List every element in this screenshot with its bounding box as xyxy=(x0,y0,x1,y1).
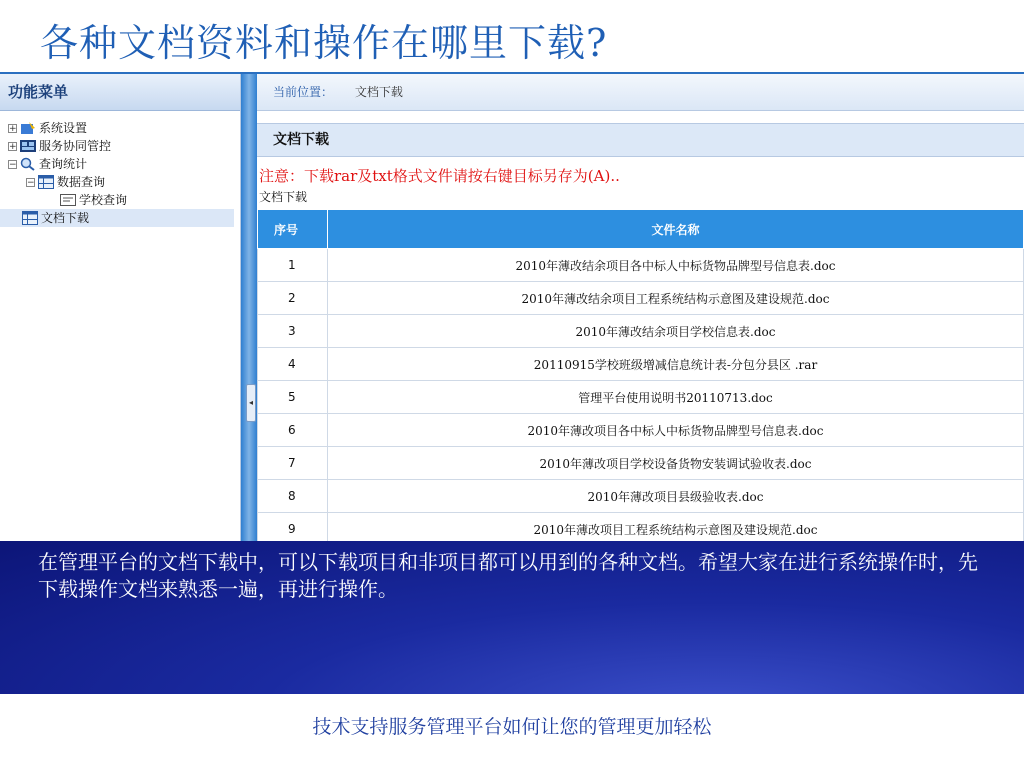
slide-title: 各种文档资料和操作在哪里下载? xyxy=(40,21,608,65)
file-rows xyxy=(258,249,1024,546)
table-row xyxy=(258,447,1024,480)
form-icon xyxy=(60,193,76,207)
breadcrumb xyxy=(257,74,1024,111)
section-title: 文档下载 xyxy=(257,123,1024,157)
tree-item-service-control[interactable] xyxy=(0,137,240,155)
tree-item-label: 系统设置 xyxy=(39,121,88,135)
breadcrumb-label: 当前位置： xyxy=(273,85,334,99)
file-download-link[interactable]: 2010年薄改项目工程系统结构示意图及建设规范.doc xyxy=(328,513,1024,546)
main-content xyxy=(257,74,1024,546)
tree-item-label: 数据查询 xyxy=(57,175,106,189)
file-download-link[interactable]: 2010年薄改项目学校设备货物安装调试验收表.doc xyxy=(328,447,1024,480)
expand-icon[interactable]: + xyxy=(9,123,17,134)
expand-icon[interactable]: + xyxy=(9,141,17,152)
sidebar xyxy=(0,74,241,546)
table-row xyxy=(258,249,1024,282)
table-header-row xyxy=(258,210,1024,249)
table-row xyxy=(258,282,1024,315)
settings-icon xyxy=(20,121,36,135)
tree-item-doc-download[interactable] xyxy=(0,209,234,227)
row-seq: 5 xyxy=(258,381,328,414)
file-table xyxy=(257,209,1024,546)
row-seq: 9 xyxy=(258,513,328,546)
tree-item-label: 文档下载 xyxy=(41,211,90,225)
slide-footer: 技术支持服务管理平台如何让您的管理更加轻松 xyxy=(312,716,712,738)
tree-item-query-stats[interactable] xyxy=(0,155,240,173)
caption-box xyxy=(0,541,1024,694)
row-seq: 3 xyxy=(258,315,328,348)
menu-tree xyxy=(0,111,240,227)
row-seq: 6 xyxy=(258,414,328,447)
row-seq: 1 xyxy=(258,249,328,282)
file-download-link[interactable]: 2010年薄改项目县级验收表.doc xyxy=(328,480,1024,513)
file-download-link[interactable]: 管理平台使用说明书20110713.doc xyxy=(328,381,1024,414)
row-seq: 2 xyxy=(258,282,328,315)
caption-text: 在管理平台的文档下载中，可以下载项目和非项目都可以用到的各种文档。希望大家在进行系统操作时，先下载操作文档来熟悉一遍，再进行操作。 xyxy=(38,550,978,601)
table-row xyxy=(258,480,1024,513)
breadcrumb-current: 文档下载 xyxy=(354,85,403,99)
app-screenshot xyxy=(0,72,1024,546)
table-subheading: 文档下载 xyxy=(259,190,308,204)
service-icon xyxy=(20,139,36,153)
file-download-link[interactable]: 20110915学校班级增减信息统计表-分包分县区 .rar xyxy=(328,348,1024,381)
tree-item-school-query[interactable] xyxy=(0,191,240,209)
panel-splitter[interactable] xyxy=(241,74,257,546)
table-row xyxy=(258,414,1024,447)
row-seq: 4 xyxy=(258,348,328,381)
tree-item-label: 查询统计 xyxy=(39,157,88,171)
file-download-link[interactable]: 2010年薄改结余项目各中标人中标货物品牌型号信息表.doc xyxy=(328,249,1024,282)
tree-item-label: 学校查询 xyxy=(79,193,128,207)
tree-item-data-query[interactable] xyxy=(0,173,240,191)
file-download-link[interactable]: 2010年薄改结余项目学校信息表.doc xyxy=(328,315,1024,348)
table-row xyxy=(258,381,1024,414)
collapse-icon[interactable]: − xyxy=(9,159,17,170)
table-icon xyxy=(22,211,38,225)
download-notice: 注意：下载rar及txt格式文件请按右键目标另存为(A).. xyxy=(259,167,620,185)
collapse-sidebar-handle[interactable]: ◂ xyxy=(246,384,256,422)
column-header-filename: 文件名称 xyxy=(328,210,1024,249)
collapse-icon[interactable]: − xyxy=(27,177,35,188)
row-seq: 8 xyxy=(258,480,328,513)
table-row xyxy=(258,315,1024,348)
tree-item-label: 服务协同管控 xyxy=(39,139,112,153)
column-header-seq: 序号 xyxy=(258,210,328,249)
file-download-link[interactable]: 2010年薄改项目各中标人中标货物品牌型号信息表.doc xyxy=(328,414,1024,447)
search-icon xyxy=(20,157,36,171)
tree-item-system-settings[interactable] xyxy=(0,119,240,137)
file-download-link[interactable]: 2010年薄改结余项目工程系统结构示意图及建设规范.doc xyxy=(328,282,1024,315)
row-seq: 7 xyxy=(258,447,328,480)
sidebar-header: 功能菜单 xyxy=(0,74,240,111)
table-row xyxy=(258,348,1024,381)
table-icon xyxy=(38,175,54,189)
